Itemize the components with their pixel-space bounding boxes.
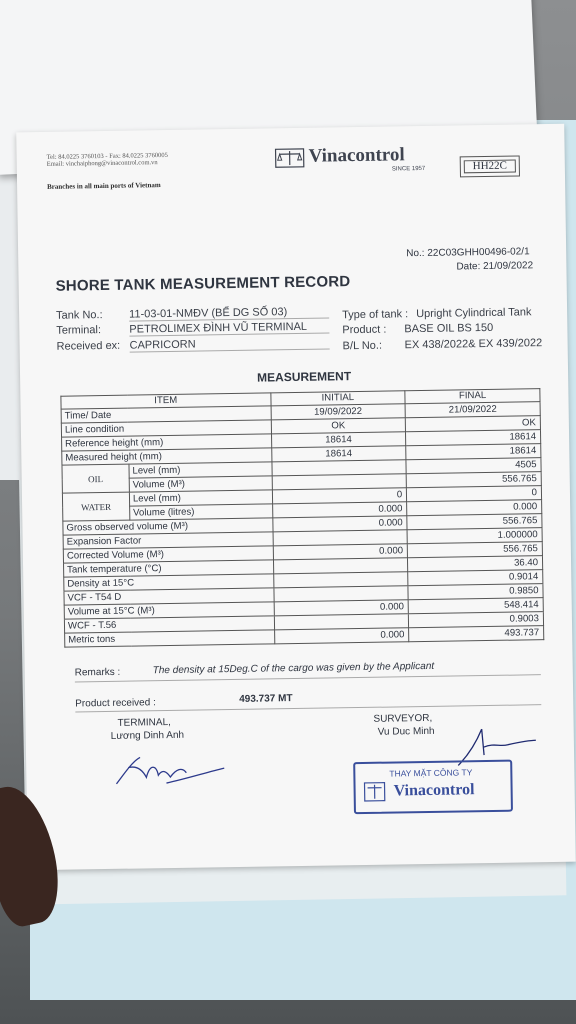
row-label: Corrected Volume (M³) [63,546,273,563]
final-cell: 4505 [406,458,541,474]
final-cell: 18614 [406,444,541,460]
brand-logo: Vinacontrol [308,144,405,167]
final-cell: 0.9014 [408,570,543,586]
tank-type-value: Upright Cylindrical Tank [416,306,532,321]
surveyor-signatory-name: Vu Duc Minh [377,725,435,738]
stamp-brand: Vinacontrol [393,781,475,800]
final-cell: 21/09/2022 [405,402,540,418]
measurement-heading: MEASUREMENT [257,369,352,385]
remarks-underline [75,674,541,682]
column-header-item: ITEM [61,393,271,409]
final-cell: 548.414 [408,598,543,614]
row-label: Expansion Factor [63,532,273,549]
surveyor-title: SURVEYOR, [373,712,433,725]
column-header-initial: INITIAL [270,391,405,406]
final-cell: 0.000 [407,500,542,516]
initial-cell: 0.000 [274,628,409,644]
product-value: BASE OIL BS 150 [404,321,494,336]
company-address [47,152,168,168]
initial-cell: 0 [272,488,407,504]
initial-cell: 19/09/2022 [271,404,406,420]
row-label: Tank temperature (°C) [64,560,274,577]
address-line-2: Email: vinchaiphong@vinacontrol.com.vn [46,159,158,168]
final-cell: 18614 [406,430,541,446]
row-label: Reference height (mm) [62,434,272,451]
company-stamp [353,760,513,814]
address-line-1: Tel: 84.0225 3760103 - Fax: 84.0225 3760005 [46,151,168,161]
branches-note: Branches in all main ports of Vietnam [47,181,161,191]
document-title: SHORE TANK MEASUREMENT RECORD [55,273,351,295]
initial-cell: 0.000 [272,502,407,518]
form-code-box: HH22C [460,155,520,177]
bl-value: EX 438/2022& EX 439/2022 [404,337,543,352]
row-label: Metric tons [65,630,275,647]
final-cell: 556.765 [406,472,541,488]
final-cell: 0 [407,486,542,502]
row-label: Volume (litres) [130,504,273,520]
row-label: Line condition [61,420,271,437]
final-cell: 493.737 [409,626,544,642]
received-ex-value: CAPRICORN [130,336,330,352]
product-label: Product : [342,323,387,337]
scales-logo-icon [275,148,305,168]
initial-cell: 0.000 [273,544,408,560]
initial-cell: 18614 [271,446,406,462]
tank-value: 11-03-01-NMĐV (BỂ DG SỐ 03) [129,305,329,321]
tank-type-label: Type of tank : [342,308,409,322]
terminal-value: PETROLIMEX ĐÌNH VŨ TERMINAL [129,320,329,336]
initial-cell: 18614 [271,432,406,448]
document-number: No.: 22C03GHH00496-02/1 [406,246,530,260]
row-label: Level (mm) [129,490,272,506]
initial-cell: 0.000 [274,600,409,616]
stamp-caption: THAY MẶT CÔNG TY [389,767,473,779]
column-header-final: FINAL [405,389,540,404]
final-cell: 0.9850 [408,584,543,600]
row-label: Level (mm) [129,462,272,478]
terminal-title: TERMINAL, [117,716,171,729]
final-cell: 1.000000 [407,528,542,544]
remarks-label: Remarks : [74,666,121,679]
final-cell: 0.9003 [409,612,544,628]
brand-since: SINCE 1957 [391,165,426,173]
received-ex-label: Received ex: [56,339,121,353]
tank-label: Tank No.: [56,309,103,322]
row-label: Volume (M³) [129,476,272,492]
stamp-scales-icon [363,782,385,802]
remarks-text: The density at 15Deg.C of the cargo was given by the Applicant [152,660,435,677]
initial-cell: OK [271,418,406,434]
row-label: Time/ Date [61,406,271,423]
row-label: Volume at 15°C (M³) [64,602,274,619]
water-group-label: WATER [62,492,129,521]
row-label: WCF - T.56 [64,616,274,633]
terminal-label: Terminal: [56,324,102,337]
terminal-signature [106,742,227,794]
final-cell: 36.40 [408,556,543,572]
measurement-record-sheet [16,124,576,871]
row-label: VCF - T54 D [64,588,274,605]
row-label: Gross observed volume (M³) [63,518,273,535]
product-received-value: 493.737 MT [239,693,293,705]
bl-label: B/L No.: [342,339,383,353]
final-cell: OK [406,416,541,432]
document-date: Date: 21/09/2022 [456,260,534,273]
initial-cell: 0.000 [272,516,407,532]
product-received-label: Product received : [75,697,156,710]
row-label: Measured height (mm) [62,448,272,465]
row-label: Density at 15°C [64,574,274,591]
terminal-signatory-name: Lương Dinh Anh [110,729,185,742]
measurement-table [60,388,544,648]
final-cell: 556.765 [407,542,542,558]
oil-group-label: OIL [62,464,129,493]
final-cell: 556.765 [407,514,542,530]
